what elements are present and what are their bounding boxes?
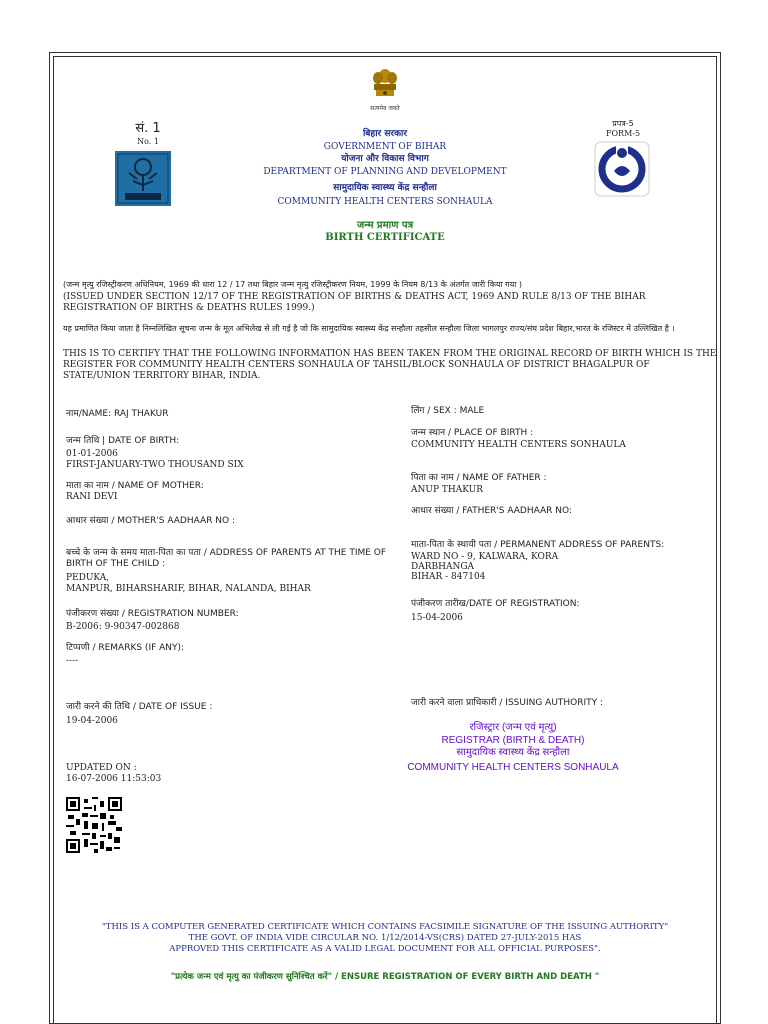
department-name-hindi: योजना और विकास विभाग bbox=[341, 154, 429, 164]
serial-number: No. 1 bbox=[137, 137, 159, 146]
issued-under: (ISSUED UNDER SECTION 12/17 OF THE REGISTRATION OF BIRTHS & DEATHS ACT, 1969 AND RULE 8/13 OF THE BIHAR REGISTRATION OF BIRTHS & DEATHS RULES 1999.) bbox=[63, 292, 646, 313]
father-name-label: पिता का नाम / NAME OF FATHER : bbox=[411, 473, 547, 483]
registration-date-label: पंजीकरण तारीख/DATE OF REGISTRATION: bbox=[411, 599, 580, 609]
dob-words: FIRST-JANUARY-TWO THOUSAND SIX bbox=[66, 460, 244, 470]
parents-address-line1: PEDUKA, bbox=[66, 573, 110, 583]
registration-logo-icon bbox=[594, 141, 650, 197]
permanent-address-line3: BIHAR - 847104 bbox=[411, 572, 486, 582]
form-number: FORM-5 bbox=[605, 129, 641, 138]
issued-under-hindi: (जन्म मृत्यु रजिस्ट्रीकरण अधिनियम, 1969 की धारा 12 / 17 तथा बिहार जन्म मृत्यु रजिस्ट्रीकरण नियम, 1999 के नियम 8/13 के अंतर्गत जारी किया गया ) bbox=[63, 280, 523, 289]
issuing-authority-label: जारी करने वाला प्राधिकारी / ISSUING AUTHORITY : bbox=[411, 698, 604, 708]
registrar-title-hindi: रजिस्ट्रार (जन्म एवं मृत्यु) bbox=[469, 722, 557, 733]
father-name-value: ANUP THAKUR bbox=[411, 485, 483, 495]
issue-date-label: जारी करने की तिथि / DATE OF ISSUE : bbox=[66, 702, 213, 712]
parents-address-line2: MANPUR, BIHARSHARIF, BIHAR, NALANDA, BIHAR bbox=[66, 584, 311, 594]
place-of-birth-value: COMMUNITY HEALTH CENTERS SONHAULA bbox=[411, 440, 626, 450]
national-emblem-icon bbox=[368, 66, 402, 106]
health-department-logo-icon bbox=[115, 151, 171, 206]
certificate-title-hindi: जन्म प्रमाण पत्र bbox=[356, 220, 414, 231]
emblem-motto: सत्यमेव जयते bbox=[370, 105, 400, 112]
remarks-value: ---- bbox=[66, 656, 79, 666]
place-of-birth-label: जन्म स्थान / PLACE OF BIRTH : bbox=[411, 428, 534, 438]
parents-address-label: बच्चे के जन्म के समय माता-पिता का पता / ADDRESS OF PARENTS AT THE TIME OF BIRTH OF THE CHILD : bbox=[66, 548, 387, 569]
dob-value: 01-01-2006 bbox=[66, 449, 118, 459]
sex-field: लिंग / SEX : MALE bbox=[411, 406, 485, 416]
dob-label: जन्म तिथि | DATE OF BIRTH: bbox=[66, 436, 180, 446]
certificate-title: BIRTH CERTIFICATE bbox=[325, 232, 445, 243]
registration-number-label: पंजीकरण संख्या / REGISTRATION NUMBER: bbox=[66, 609, 239, 619]
updated-on-value: 16-07-2006 11:53:03 bbox=[66, 774, 162, 784]
footer-approval-note: APPROVED THIS CERTIFICATE AS A VALID LEGAL DOCUMENT FOR ALL OFFICIAL PURPOSES". bbox=[169, 944, 601, 954]
permanent-address-line1: WARD NO - 9, KALWARA, KORA bbox=[411, 552, 559, 562]
permanent-address-line2: DARBHANGA bbox=[411, 562, 475, 572]
certify-statement-hindi: यह प्रमाणित किया जाता है निम्नलिखित सूचना जन्म के मूल अभिलेख से ली गई है जो कि सामुदायिक स्वास्थ्य केंद्र सन्हौला तहसील सन्हौला जिला भागलपुर राज्य/संघ प्रदेश बिहार,भारत के रजिस्टर में उल्लिखित है । bbox=[63, 324, 675, 333]
department-name: DEPARTMENT OF PLANNING AND DEVELOPMENT bbox=[263, 167, 507, 177]
serial-number-hindi: सं. 1 bbox=[135, 121, 161, 136]
footer-slogan: "प्रत्येक जन्म एवं मृत्यु का पंजीकरण सुनिश्चित करें" / ENSURE REGISTRATION OF EVERY BIRTH AND DEATH " bbox=[170, 972, 600, 982]
mother-name-value: RANI DEVI bbox=[66, 492, 118, 502]
footer-computer-generated-note: "THIS IS A COMPUTER GENERATED CERTIFICATE WHICH CONTAINS FACSIMILE SIGNATURE OF THE ISSUING AUTHORITY" bbox=[101, 922, 669, 932]
registrar-center: COMMUNITY HEALTH CENTERS SONHAULA bbox=[407, 762, 619, 773]
health-center-name: COMMUNITY HEALTH CENTERS SONHAULA bbox=[277, 197, 493, 207]
updated-on-label: UPDATED ON : bbox=[66, 763, 137, 773]
registration-date-value: 15-04-2006 bbox=[411, 613, 463, 623]
state-name-hindi: बिहार सरकार bbox=[362, 129, 408, 139]
certify-statement: THIS IS TO CERTIFY THAT THE FOLLOWING INFORMATION HAS BEEN TAKEN FROM THE ORIGINAL RECORD OF BIRTH WHICH IS THE REGISTER FOR COMMUNITY HEALTH CENTERS SONHAULA OF TAHSIL/BLOCK SONHAULA OF DISTRICT BHAGALPUR OF STATE/UNION TERRITORY BIHAR, INDIA. bbox=[63, 349, 717, 381]
issue-date-value: 19-04-2006 bbox=[66, 716, 118, 726]
health-center-hindi: सामुदायिक स्वास्थ्य केंद्र सन्हौला bbox=[333, 183, 437, 193]
registrar-center-hindi: सामुदायिक स्वास्थ्य केंद्र सन्हौला bbox=[456, 747, 570, 758]
footer-circular-note: THE GOVT. OF INDIA VIDE CIRCULAR NO. 1/12/2014-VS(CRS) DATED 27-JULY-2015 HAS bbox=[188, 933, 582, 943]
father-aadhaar-label: आधार संख्या / FATHER'S AADHAAR NO: bbox=[411, 506, 572, 516]
mother-aadhaar-label: आधार संख्या / MOTHER'S AADHAAR NO : bbox=[66, 516, 236, 526]
permanent-address-label: माता-पिता के स्थायी पता / PERMANENT ADDRESS OF PARENTS: bbox=[411, 540, 665, 550]
qr-code-icon bbox=[66, 797, 122, 853]
registration-number-value: B-2006: 9-90347-002868 bbox=[66, 622, 180, 632]
state-name: GOVERNMENT OF BIHAR bbox=[323, 142, 447, 152]
registrar-title: REGISTRAR (BIRTH & DEATH) bbox=[441, 735, 585, 746]
child-name: नाम/NAME: RAJ THAKUR bbox=[66, 409, 169, 419]
mother-name-label: माता का नाम / NAME OF MOTHER: bbox=[66, 481, 204, 491]
remarks-label: टिप्पणी / REMARKS (IF ANY): bbox=[66, 643, 185, 653]
form-number-hindi: प्रपत्र-5 bbox=[612, 119, 634, 128]
